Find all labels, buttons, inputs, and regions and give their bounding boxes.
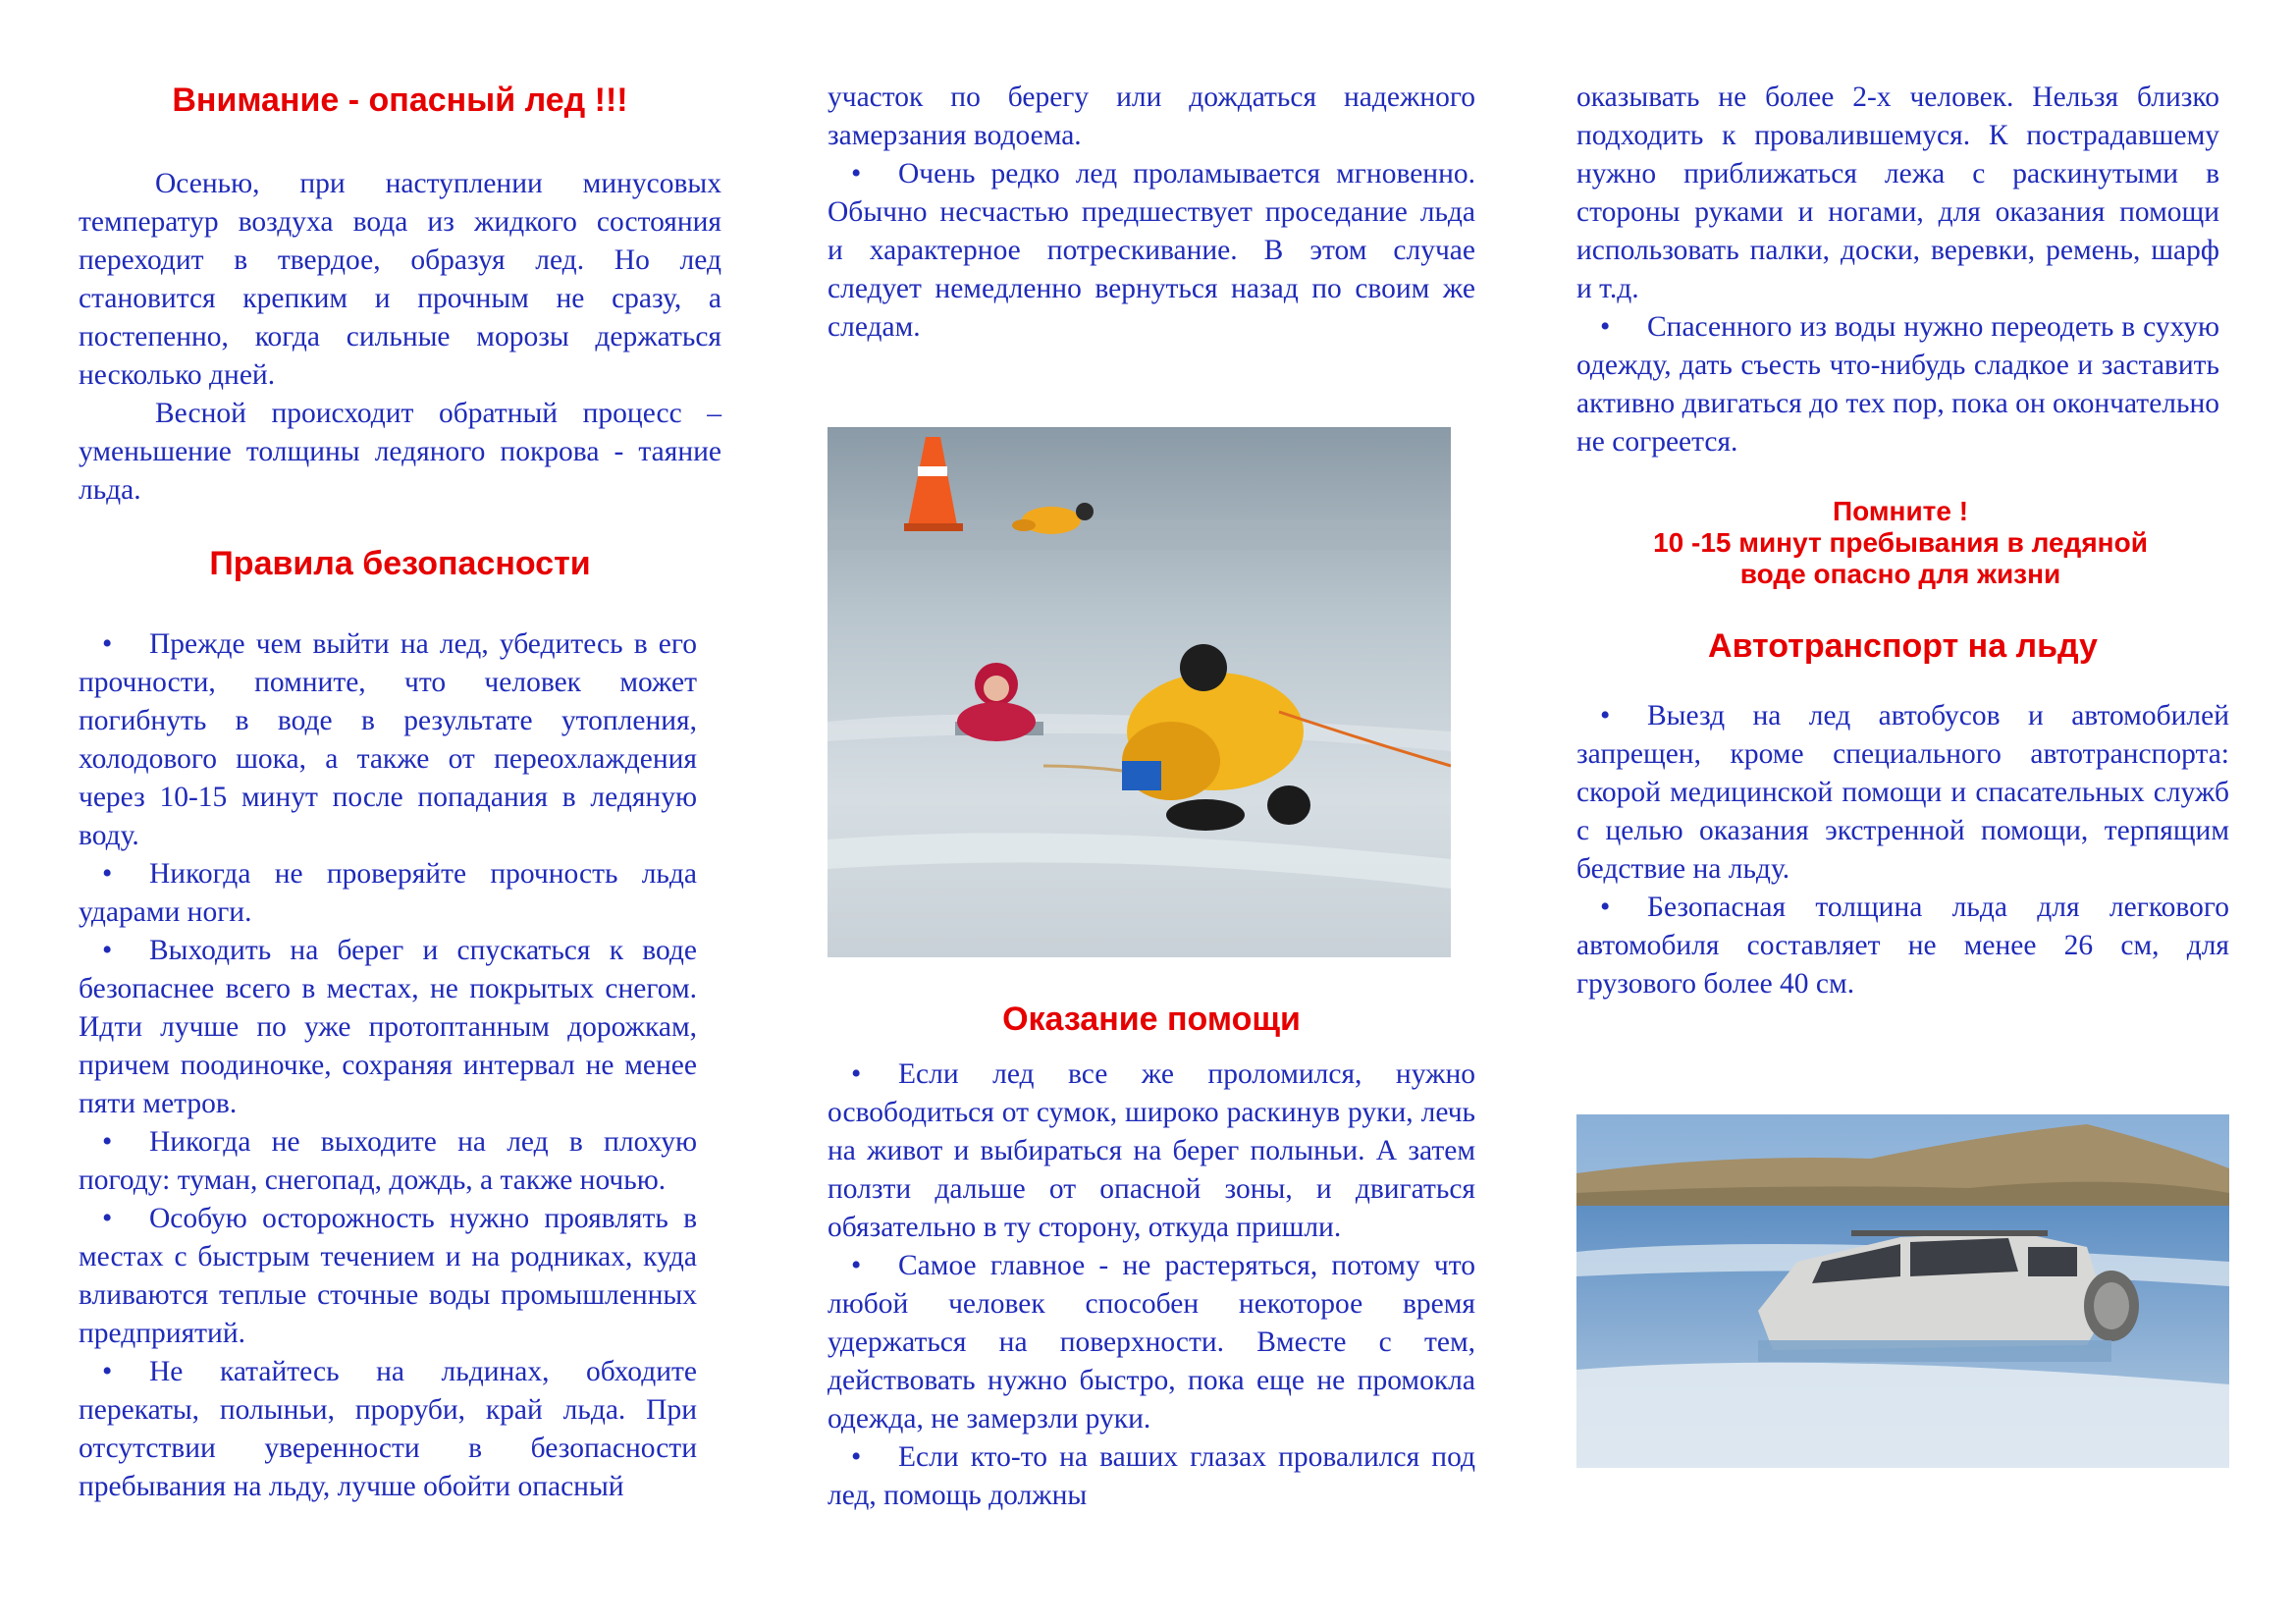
rules-list — [79, 625, 697, 1506]
bullet-icon: • — [102, 858, 113, 890]
help-heading: Оказание помощи — [1002, 1001, 1301, 1038]
list-item: • Самое главное - не растеряться, потому что любой человек способен некоторое время удержаться на поверхности. Вместе с тем, действовать нужно быстро, пока еще не промокла одежда, не замерзли руки. — [828, 1247, 1475, 1438]
list-item: • Безопасная толщина льда для легкового автомобиля составляет не менее 26 см, для грузового более 40 см. — [1576, 889, 2229, 1003]
warning-notice — [1616, 496, 2185, 590]
bullet-icon: • — [1600, 311, 1611, 343]
bullet-icon: • — [102, 935, 113, 966]
bullet-icon: • — [102, 1203, 113, 1234]
list-item: • Спасенного из воды нужно переодеть в сухую одежду, дать съесть что-нибудь сладкое и заставить активно двигаться до тех пор, пока он окончательно не согреется. — [1576, 308, 2219, 461]
list-item: • Очень редко лед проламывается мгновенно. Обычно несчастью предшествует проседание льда и характерное потрескивание. В этом случае следует немедленно вернуться назад по своим же следам. — [828, 155, 1475, 347]
list-item: • Прежде чем выйти на лед, убедитесь в его прочности, помните, что человек может погибнуть в воде в результате утопления, холодового шока, а также от переохлаждения через 10-15 минут после попадания в ледяную воду. — [79, 625, 697, 855]
intro-paragraph: Осенью, при наступлении минусовых температур воздуха вода из жидкого состояния переходит в твердое, образуя лед. Но лед становится крепким и прочным не сразу, а постепенно, когда сильные морозы держаться несколько дней. — [79, 168, 721, 391]
auto-heading: Автотранспорт на льду — [1708, 627, 2098, 665]
bullet-icon: • — [102, 1356, 113, 1387]
bullet-icon: • — [851, 1441, 862, 1473]
bullet-icon: • — [102, 1126, 113, 1158]
continuation-text: оказывать не более 2-х человек. Нельзя близко подходить к провалившемуся. К пострадавшему нужно приближаться лежа с раскинутыми в стороны руками и ногами, для оказания помощи использовать палки, доски, веревки, ремень, шарф и т.д. — [1576, 81, 2219, 304]
column-2-top-text — [828, 79, 1475, 347]
auto-list — [1576, 697, 2229, 1003]
list-item: • Никогда не проверяйте прочность льда ударами ноги. — [79, 855, 697, 932]
bullet-icon: • — [851, 1058, 862, 1090]
list-item: • Выезд на лед автобусов и автомобилей запрещен, кроме специального автотранспорта: скорой медицинской помощи и спасательных служб с целью оказания экстренной помощи, терпящим бедствие на льду. — [1576, 697, 2229, 889]
list-item: • Никогда не выходите на лед в плохую погоду: туман, снегопад, дождь, а также ночью. — [79, 1123, 697, 1200]
intro-text — [79, 165, 721, 510]
notice-line: 10 -15 минут пребывания в ледяной — [1653, 527, 2148, 558]
rules-heading: Правила безопасности — [209, 545, 591, 582]
notice-line: Помните ! — [1832, 496, 1969, 526]
list-item: • Не катайтесь на льдинах, обходите перекаты, полыньи, проруби, край льда. При отсутствии уверенности в безопасности пребывания на льду, лучше обойти опасный — [79, 1353, 697, 1506]
help-list — [828, 1056, 1475, 1515]
page-title: Внимание - опасный лед !!! — [172, 81, 628, 119]
ice-rescue-photo — [828, 427, 1451, 957]
list-item: • Выходить на берег и спускаться к воде безопаснее всего в местах, не покрытых снегом. Идти лучше по уже протоптанным дорожкам, причем поодиночке, сохраняя интервал не менее пяти метров. — [79, 932, 697, 1123]
notice-line: воде опасно для жизни — [1739, 559, 2061, 589]
list-item: • Если кто-то на ваших глазах провалился под лед, помощь должны — [828, 1438, 1475, 1515]
list-item: • Если лед все же проломился, нужно освободиться от сумок, широко раскинув руки, лечь на живот и выбираться на берег полыньи. А затем ползти дальше от опасной зоны, и двигаться обязательно в ту сторону, откуда пришли. — [828, 1056, 1475, 1247]
bullet-icon: • — [1600, 700, 1611, 731]
column-3-top-text — [1576, 79, 2219, 461]
bullet-icon: • — [102, 628, 113, 660]
bullet-icon: • — [851, 158, 862, 189]
intro-paragraph: Весной происходит обратный процесс – уменьшение толщины ледяного покрова - таяние льда. — [79, 398, 721, 506]
car-on-ice-photo — [1576, 1114, 2229, 1468]
bullet-icon: • — [851, 1250, 862, 1281]
continuation-text: участок по берегу или дождаться надежного замерзания водоема. — [828, 81, 1475, 151]
bullet-icon: • — [1600, 892, 1611, 923]
list-item: • Особую осторожность нужно проявлять в местах с быстрым течением и на родниках, куда вливаются теплые сточные воды промышленных предприятий. — [79, 1200, 697, 1353]
